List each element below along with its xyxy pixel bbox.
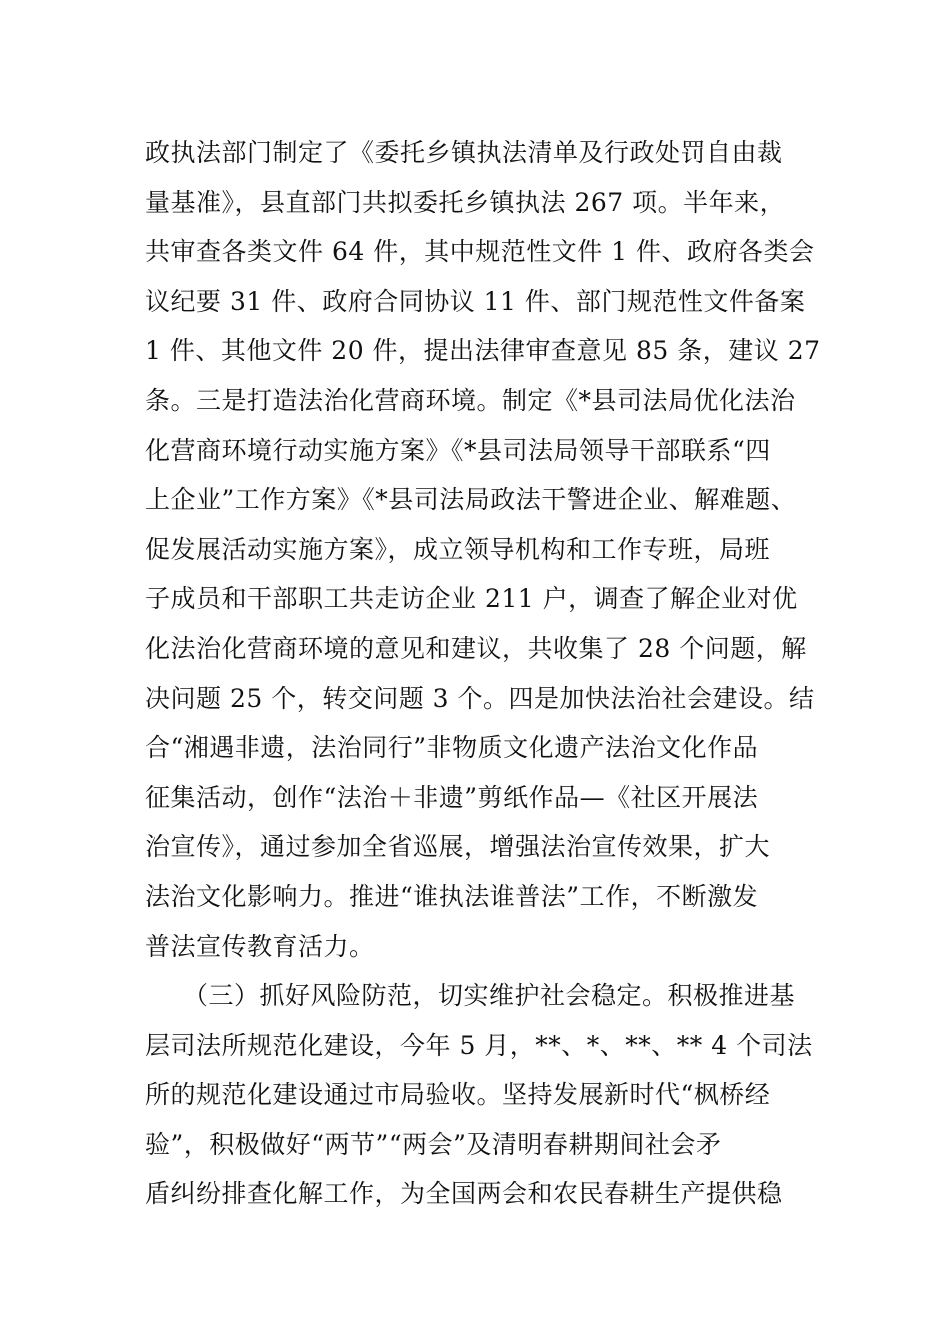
text-line: 化法治化营商环境的意见和建议，共收集了 28 个问题，解	[145, 633, 807, 663]
text-line: 化营商环境行动实施方案》《*县司法局领导干部联系“四	[145, 435, 771, 465]
text-line: 法治文化影响力。推进“谁执法谁普法”工作，不断激发	[145, 881, 759, 911]
text-line: 层司法所规范化建设，今年 5 月，**、*、**、** 4 个司法	[145, 1030, 813, 1060]
text-line: 普法宣传教育活力。	[145, 931, 375, 961]
text-line: 量基准》，县直部门共拟委托乡镇执法 267 项。半年来，	[145, 187, 786, 217]
paragraph-1	[145, 128, 845, 971]
paragraph-2	[145, 971, 845, 1219]
text-line: 议纪要 31 件、政府合同协议 11 件、部门规范性文件备案	[145, 286, 806, 316]
text-line: 治宣传》，通过参加全省巡展，增强法治宣传效果，扩大	[145, 832, 771, 862]
text-line: 子成员和干部职工共走访企业 211 户，调查了解企业对优	[145, 584, 798, 614]
text-line: 1 件、其他文件 20 件，提出法律审查意见 85 条，建议 27	[145, 336, 821, 366]
text-line: 条。三是打造法治化营商环境。制定《*县司法局优化法治	[145, 385, 796, 415]
text-line: 合“湘遇非遗，法治同行”非物质文化遗产法治文化作品	[145, 733, 759, 763]
paragraph-heading-line: （三）抓好风险防范，切实维护社会稳定。积极推进基	[183, 981, 796, 1011]
text-line: 盾纠纷排查化解工作，为全国两会和农民春耕生产提供稳	[145, 1179, 783, 1209]
text-line: 政执法部门制定了《委托乡镇执法清单及行政处罚自由裁	[145, 138, 783, 167]
body-text	[145, 128, 845, 1219]
text-line: 征集活动，创作“法治＋非遗”剪纸作品—《社区开展法	[145, 782, 759, 812]
text-line: 共审查各类文件 64 件，其中规范性文件 1 件、政府各类会	[145, 237, 815, 267]
text-line: 验”，积极做好“两节”“两会”及清明春耕期间社会矛	[145, 1129, 722, 1159]
text-line: 决问题 25 个，转交问题 3 个。四是加快法治社会建设。结	[145, 683, 815, 713]
text-line: 所的规范化建设通过市局验收。坚持发展新时代“枫桥经	[145, 1080, 771, 1110]
text-line: 上企业”工作方案》《*县司法局政法干警进企业、解难题、	[145, 485, 797, 515]
text-line: 促发展活动实施方案》，成立领导机构和工作专班，局班	[145, 534, 771, 564]
